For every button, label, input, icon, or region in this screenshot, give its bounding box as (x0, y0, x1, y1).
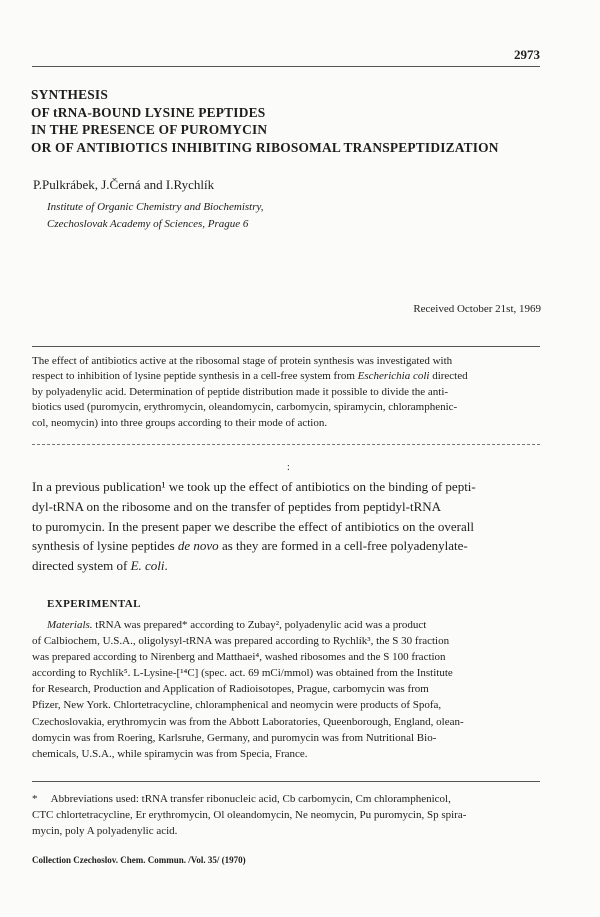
title-line: IN THE PRESENCE OF PUROMYCIN (31, 122, 268, 137)
section-heading: EXPERIMENTAL (47, 598, 141, 610)
abstract-line: by polyadenylic acid. Determination of peptide distribution made it possible to divide the anti- (32, 385, 449, 398)
body-line (32, 617, 547, 633)
body-line: was prepared according to Nirenberg and Matthaei⁴, washed ribosomes and the S 100 fraction (32, 651, 446, 664)
footnote-line: mycin, poly A polyadenylic acid. (32, 825, 178, 837)
intro-line: In a previous publication¹ we took up the effect of antibiotics on the binding of pepti- (32, 479, 476, 494)
body-line: domycin was from Roering, Karlsruhe, Germany, and puromycin was from Nutritional Bio- (32, 731, 437, 744)
body-line: chemicals, U.S.A., while spiramycin was from Specia, France. (32, 747, 308, 760)
title-line: OF tRNA-BOUND LYSINE PEPTIDES (31, 104, 266, 120)
intro-line: to puromycin. In the present paper we describe the effect of antibiotics on the overall (32, 518, 474, 534)
intro-fragment: . (164, 558, 168, 574)
article-title (31, 86, 571, 156)
abstract-bottom-rule (32, 444, 540, 445)
footnote-line: * Abbreviations used: tRNA transfer ribonucleic acid, Cb carbomycin, Cm chloramphenicol, (32, 793, 451, 805)
received-date: Received October 21st, 1969 (413, 303, 541, 315)
introduction (32, 477, 548, 576)
body-line: for Research, Production and Application of Radioisotopes, Prague, carbomycin was from (32, 683, 429, 696)
abstract-line: The effect of antibiotics active at the ribosomal stage of protein synthesis was investigated with (32, 355, 453, 367)
footnote-line: CTC chlortetracycline, Er erythromycin, Ol oleandomycin, Ne neomycin, Pu puromycin, Sp spira- (32, 809, 467, 821)
footnote (32, 791, 548, 839)
intro-line (32, 556, 548, 576)
title-line: OR OF ANTIBIOTICS INHIBITING RIBOSOMAL TRANSPEPTIDIZATION (31, 139, 499, 155)
abstract-top-rule (32, 346, 540, 347)
footnote-rule (32, 781, 540, 782)
body-line: of Calbiochem, U.S.A., oligolysyl-tRNA was prepared according to Rychlík³, the S 30 fraction (32, 635, 450, 648)
intro-fragment: synthesis of lysine peptides (32, 538, 178, 554)
authors: P.Pulkrábek, J.Černá and I.Rychlík (33, 177, 215, 192)
body-fragment: tRNA was prepared* according to Zubay², polyadenylic acid was a product (92, 619, 427, 631)
affiliation-line: Institute of Organic Chemistry and Biochemistry, (47, 201, 264, 213)
stray-mark: : (287, 462, 290, 473)
affiliation (47, 199, 264, 233)
journal-footer: Collection Czechoslov. Chem. Commun. /Vol. 35/ (1970) (32, 855, 246, 865)
title-line: SYNTHESIS (31, 87, 108, 102)
intro-line: dyl-tRNA on the ribosome and on the transfer of peptides from peptidyl-tRNA (32, 498, 442, 514)
abstract-fragment: directed (429, 370, 468, 383)
intro-fragment: directed system of (32, 558, 131, 574)
abstract-fragment: respect to inhibition of lysine peptide synthesis in a cell-free system from (32, 370, 358, 383)
materials-paragraph (32, 617, 547, 762)
affiliation-line: Czechoslovak Academy of Sciences, Prague 6 (47, 218, 249, 230)
body-line: Pfizer, New York. Chlortetracycline, chloramphenical and neomycin were products of Spofa, (32, 699, 442, 712)
body-line: according to Rychlík⁵. L-Lysine-[¹⁴C] (spec. act. 69 mCi/mmol) was obtained from the Institute (32, 667, 453, 680)
body-line: Czechoslovakia, erythromycin was from the Abbott Laboratories, Queenborough, England, olean- (32, 715, 464, 728)
page-number: 2973 (514, 47, 540, 62)
abstract-line: biotics used (puromycin, erythromycin, oleandomycin, carbomycin, spiramycin, chloramphenic- (32, 401, 458, 414)
abstract (32, 354, 540, 431)
organism-name: E. coli (130, 558, 165, 574)
header-rule (32, 66, 540, 67)
intro-fragment: as they are formed in a cell-free polyadenylate- (218, 538, 468, 554)
abstract-line: col, neomycin) into three groups according to their mode of action. (32, 416, 328, 429)
materials-label: Materials. (47, 619, 93, 631)
abstract-line (32, 369, 540, 384)
organism-name: Escherichia coli (357, 370, 430, 383)
intro-line (32, 536, 548, 556)
latin-term: de novo (177, 538, 219, 554)
